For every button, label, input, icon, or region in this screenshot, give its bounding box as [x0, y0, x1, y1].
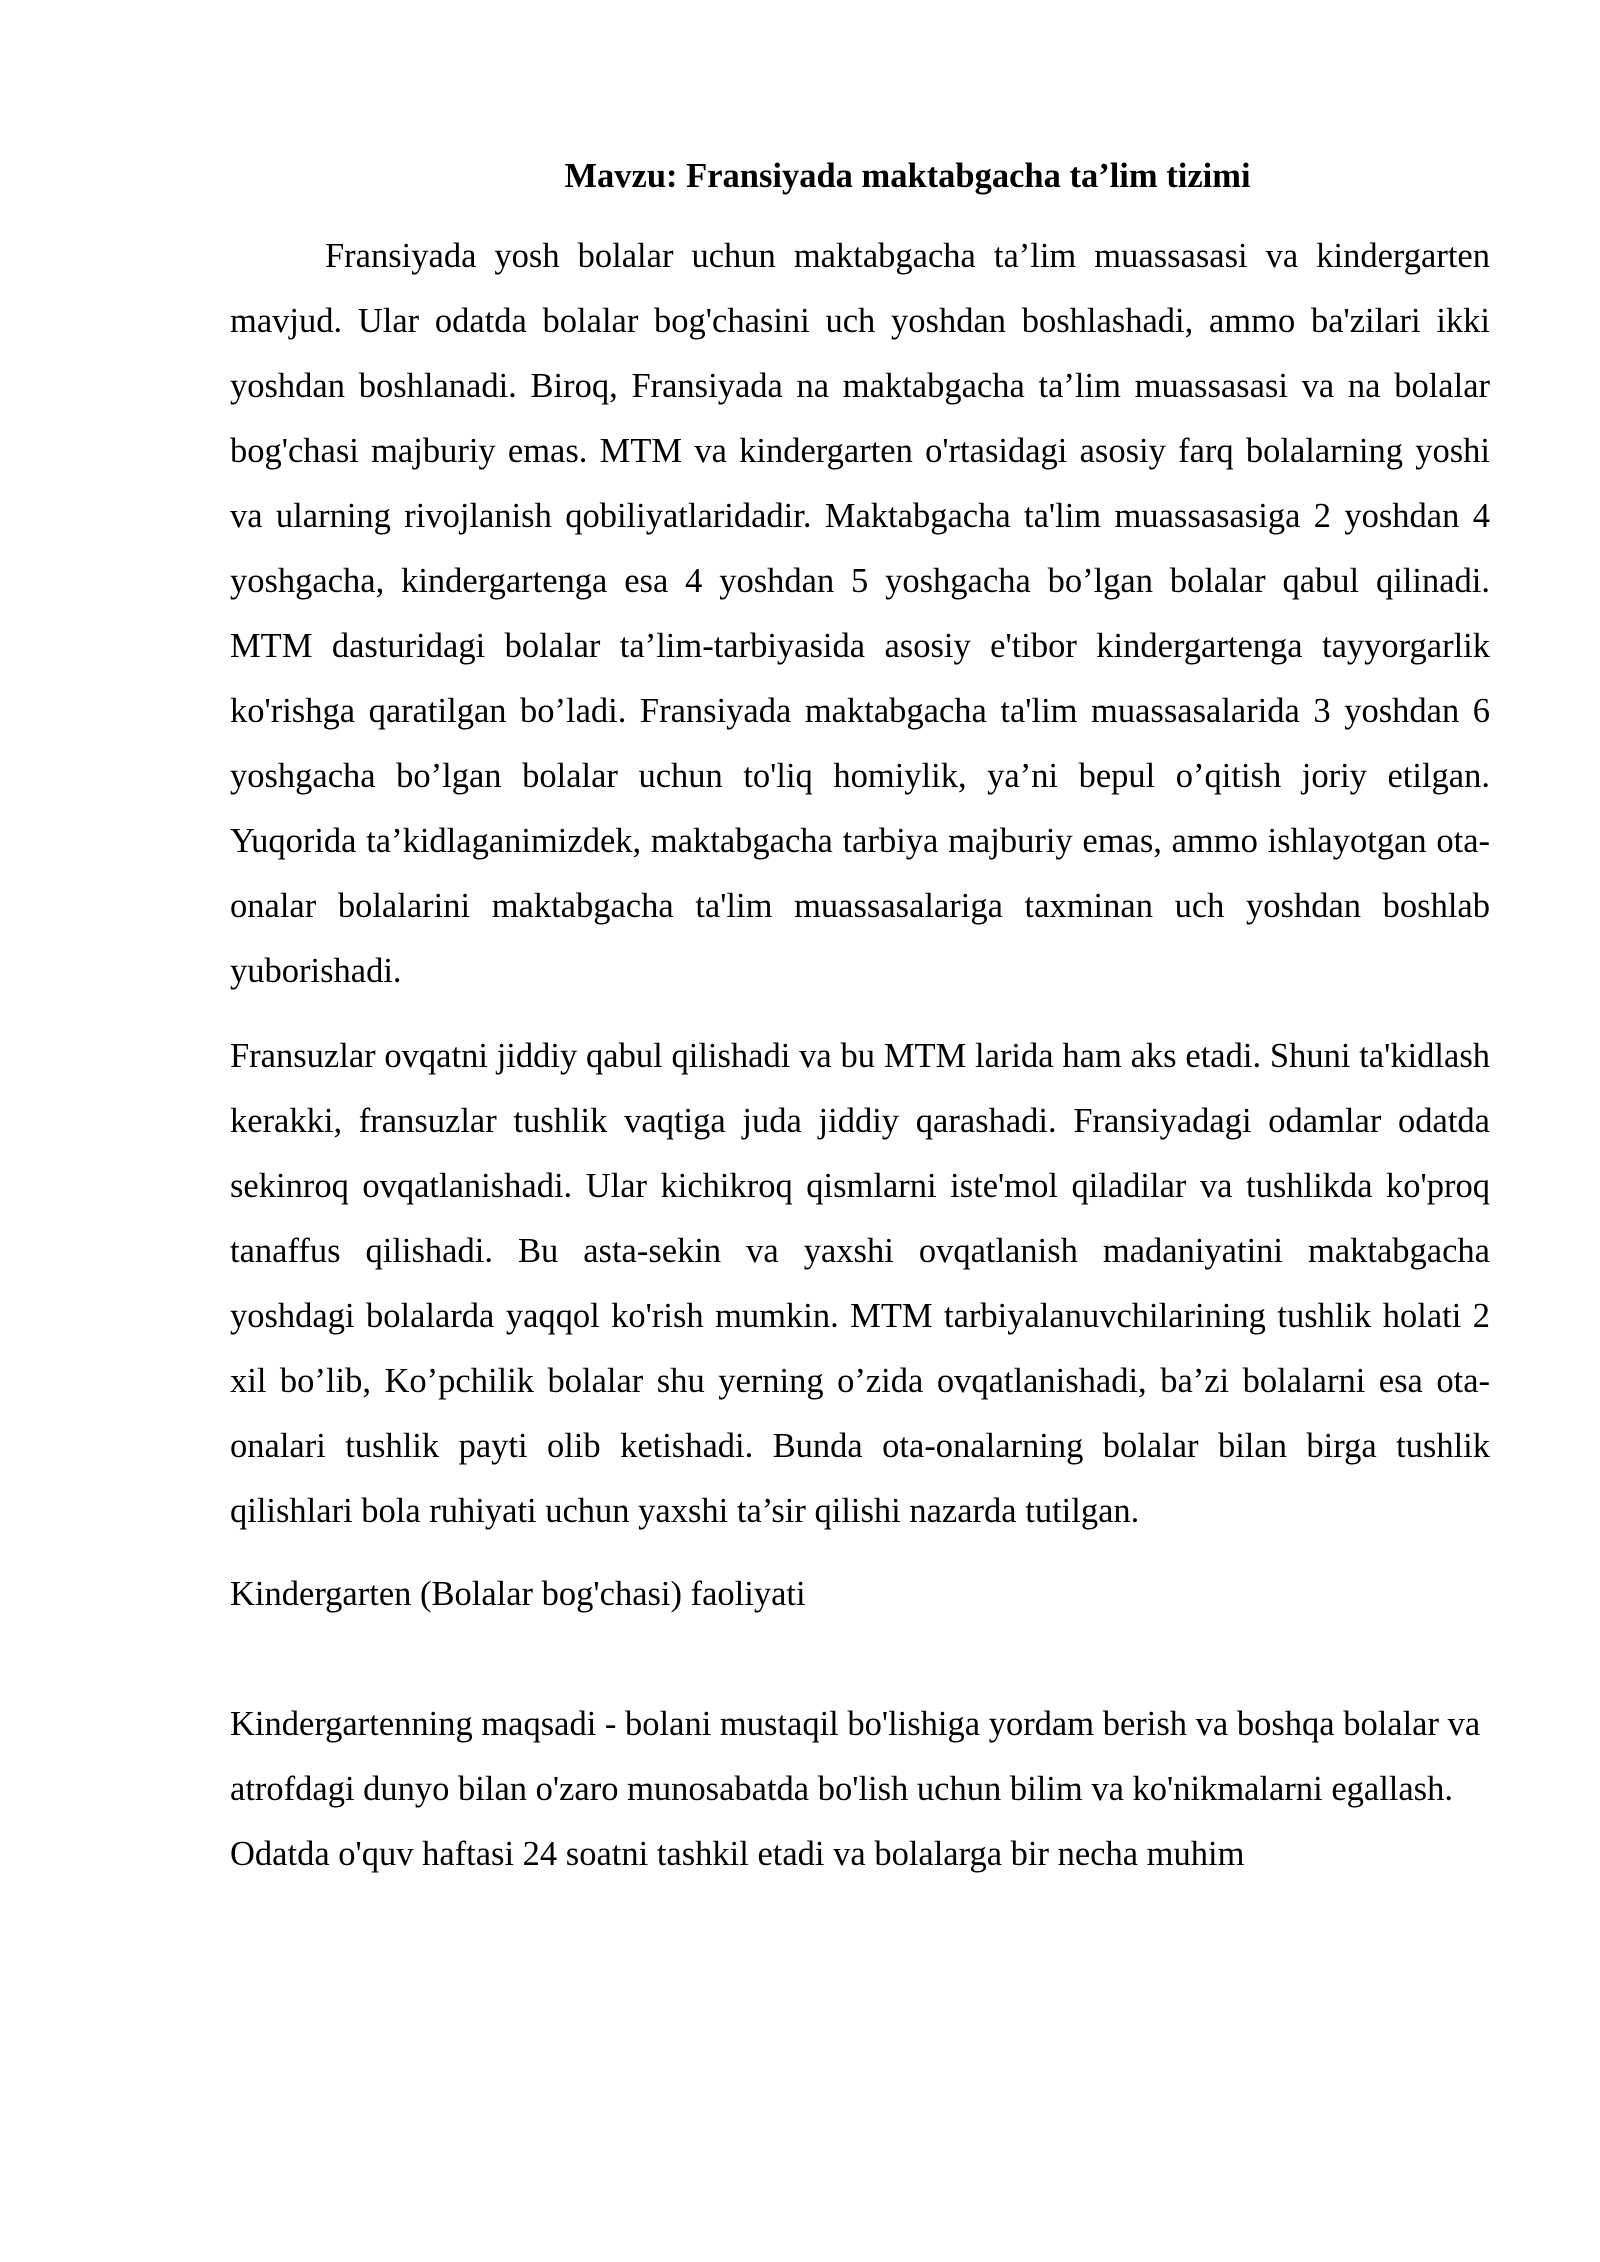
- paragraph-meals: Fransuzlar ovqatni jiddiy qabul qilishadi va bu MTM larida ham aks etadi. Shuni ta'kidlash kerakki, fransuzlar tushlik vaqtiga juda jiddiy qarashadi. Fransiyadagi odamlar odatda sekinroq ovqatlanishadi. Ular kichikroq qismlarni iste'mol qiladilar va tushlikda ko'proq tanaffus qilishadi. Bu asta-sekin va yaxshi ovqatlanish madaniyatini maktabgacha yoshdagi bolalarda yaqqol ko'rish mumkin. MTM tarbiyalanuvchilarining tushlik holati 2 xil bo’lib, Ko’pchilik bolalar shu yerning o’zida ovqatlanishadi, ba’zi bolalarni esa ota-onalari tushlik payti olib ketishadi. Bunda ota-onalarning bolalar bilan birga tushlik qilishlari bola ruhiyati uchun yaxshi ta’sir qilishi nazarda tutilgan.: [230, 1037, 1490, 1530]
- paragraph-kindergarten-goal: Kindergartenning maqsadi - bolani mustaqil bo'lishiga yordam berish va boshqa bolalar va atrofdagi dunyo bilan o'zaro munosabatda bo'lish uchun bilim va ko'nikmalarni egallash.: [230, 1705, 1481, 1808]
- section-heading-kindergarten: Kindergarten (Bolalar bog'chasi) faoliyati: [230, 1575, 806, 1613]
- paragraph-intro: Fransiyada yosh bolalar uchun maktabgacha ta’lim muassasasi va kindergarten mavjud. Ular odatda bolalar bog'chasini uch yoshdan boshlashadi, ammo ba'zilari ikki yoshdan boshlanadi. Biroq, Fransiyada na maktabgacha ta’lim muassasasi va na bolalar bog'chasi majburiy emas. MTM va kindergarten o'rtasidagi asosiy farq bolalarning yoshi va ularning rivojlanish qobiliyatlaridadir. Maktabgacha ta'lim muassasasiga 2 yoshdan 4 yoshgacha, kindergartenga esa 4 yoshdan 5 yoshgacha bo’lgan bolalar qabul qilinadi. MTM dasturidagi bolalar ta’lim-tarbiyasida asosiy e'tibor kindergartenga tayyorgarlik ko'rishga qaratilgan bo’ladi. Fransiyada maktabgacha ta'lim muassasalarida 3 yoshdan 6 yoshgacha bo’lgan bolalar uchun to'liq homiylik, ya’ni bepul o’qitish joriy etilgan. Yuqorida ta’kidlaganimizdek, maktabgacha tarbiya majburiy emas, ammo ishlayotgan ota-onalar bolalarini maktabgacha ta'lim muassasalariga taxminan uch yoshdan boshlab yuborishadi.: [230, 237, 1490, 990]
- document-body: [230, 146, 1490, 1887]
- paragraph-study-week: Odatda o'quv haftasi 24 soatni tashkil etadi va bolalarga bir necha muhim: [230, 1835, 1245, 1873]
- document-title: Mavzu: Fransiyada maktabgacha ta’lim tizimi: [564, 157, 1251, 195]
